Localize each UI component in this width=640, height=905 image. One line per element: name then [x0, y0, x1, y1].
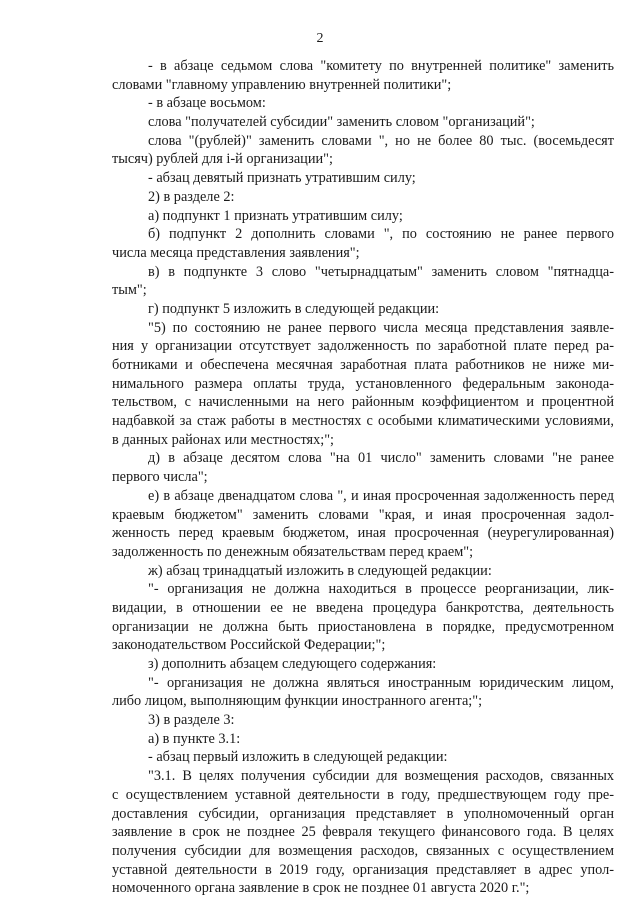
text-line: 3) в разделе 3:: [148, 712, 235, 729]
text-line: первого числа";: [112, 469, 208, 486]
text-line: женность перед краевым бюджетом, иная просроченная (неурегулированная): [112, 525, 614, 542]
page-number: 2: [316, 31, 324, 46]
text-line: видации, в отношении ее не введена процедура банкротства, деятельность: [112, 599, 614, 616]
text-line: в) в подпункте 3 слово "четырнадцатым" заменить словом "пятнадца-: [148, 263, 614, 280]
text-line: "- организация не должна являться иностранным юридическим лицом,: [148, 674, 614, 691]
text-line: ж) абзац тринадцатый изложить в следующей редакции:: [148, 562, 492, 579]
text-line: слова "(рублей)" заменить словами ", но не более 80 тыс. (восемьдесят: [148, 132, 614, 149]
text-line: а) подпункт 1 признать утратившим силу;: [148, 207, 403, 224]
text-line: - в абзаце седьмом слова "комитету по внутренней политике" заменить: [148, 58, 614, 74]
text-line: получения субсидии для возмещения расходов, связанных с осуществлением: [112, 842, 614, 859]
text-line: з) дополнить абзацем следующего содержания:: [148, 656, 437, 672]
text-line: тысяч) рублей для i-й организации";: [112, 151, 333, 168]
text-line: "- организация не должна находиться в процессе реорганизации, лик-: [148, 581, 614, 598]
text-line: надбавкой за стаж работы в местностях с особыми климатическими условиями,: [112, 413, 614, 430]
text-line: е) в абзаце двенадцатом слова ", и иная просроченная задолженность перед: [148, 487, 614, 504]
text-line: с осуществлением уставной деятельности в году, предшествующем году пре-: [112, 786, 614, 803]
text-line: - абзац девятый признать утратившим силу;: [148, 170, 416, 187]
text-line: "5) по состоянию не ранее первого числа месяца представления заявле-: [148, 319, 614, 336]
text-line: тым";: [112, 282, 147, 299]
text-line: числа месяца представления заявления";: [112, 244, 360, 261]
text-line: номоченного органа заявление в срок не позднее 01 августа 2020 г.";: [112, 880, 530, 897]
text-line: г) подпункт 5 изложить в следующей редакции:: [148, 300, 440, 317]
text-line: "3.1. В целях получения субсидии для возмещения расходов, связанных: [148, 768, 614, 785]
text-line: законодательством Российской Федерации;";: [112, 637, 386, 654]
text-line: организации не должна быть приостановлена в порядке, предусмотренном: [112, 618, 614, 635]
text-line: заявление в срок не позднее 25 февраля текущего финансового года. В целях: [112, 824, 614, 841]
document-body: [112, 57, 614, 898]
text-line: слова "получателей субсидии" заменить словом "организаций";: [148, 114, 535, 131]
text-line: либо лицом, выполняющим функции иностранного агента;";: [112, 693, 483, 710]
text-line: б) подпункт 2 дополнить словами ", по состоянию не ранее первого: [148, 226, 614, 243]
text-line: краевым бюджетом" заменить словами "края, и иная просроченная задол-: [112, 506, 614, 523]
text-line: ния у организации отсутствует задолженность по заработной плате перед ра-: [112, 338, 614, 355]
text-line: д) в абзаце десятом слова "на 01 число" заменить словами "не ранее: [148, 450, 614, 467]
text-line: а) в пункте 3.1:: [148, 730, 241, 747]
text-line: нимального размера оплаты труда, установленного федеральным законода-: [112, 375, 614, 392]
text-line: 2) в разделе 2:: [148, 188, 235, 205]
text-line: задолженность по денежным обязательствам перед краем";: [112, 543, 474, 560]
text-line: - абзац первый изложить в следующей редакции:: [148, 749, 448, 766]
text-line: тельством, с начисленными на него районным коэффициентом и процентной: [112, 394, 614, 411]
text-line: словами "главному управлению внутренней политики";: [112, 76, 452, 93]
text-line: доставления субсидии, организация представляет в уполномоченный орган: [112, 805, 614, 822]
text-line: ботниками и обеспечена месячная заработная плата работников не ниже ми-: [112, 357, 614, 373]
text-line: в данных районах или местностях;";: [112, 431, 335, 448]
text-line: - в абзаце восьмом:: [148, 95, 266, 112]
text-line: уставной деятельности в 2019 году, организация представляет в адрес упол-: [112, 861, 614, 878]
